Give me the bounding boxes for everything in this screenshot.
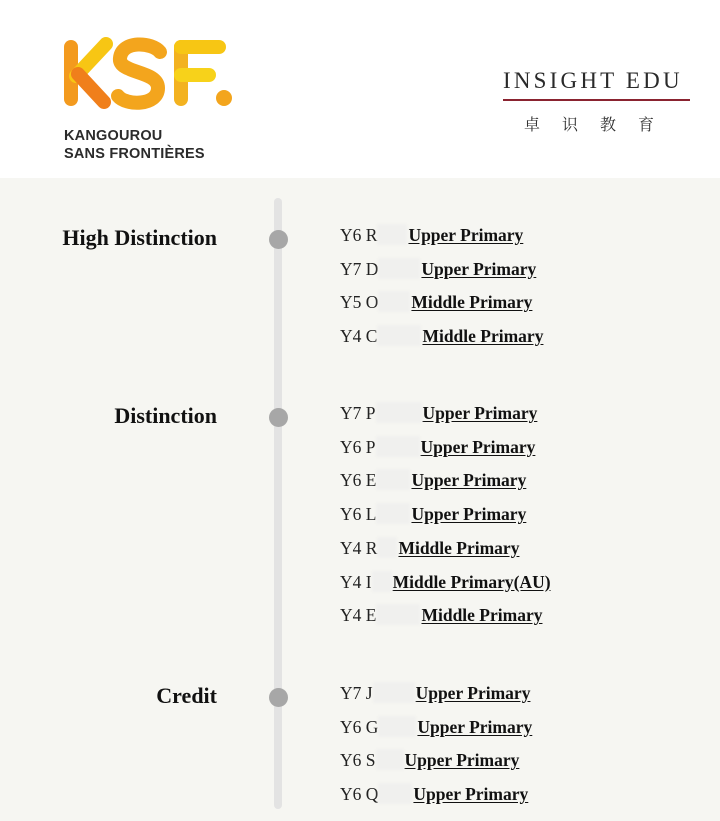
student-prefix: Y4 C xyxy=(340,326,378,347)
category-label: Credit xyxy=(156,683,217,708)
level-label: Middle Primary(AU) xyxy=(392,571,551,592)
student-prefix: Y6 P xyxy=(340,436,376,457)
redacted-name xyxy=(377,325,421,346)
student-entry xyxy=(340,537,519,559)
student-entry xyxy=(340,291,532,313)
student-prefix: Y6 S xyxy=(340,750,376,771)
level-label: Upper Primary xyxy=(408,225,524,245)
redacted-name xyxy=(376,402,422,423)
ksf-tagline-line2: SANS FRONTIÈRES xyxy=(64,146,205,162)
student-entry xyxy=(340,571,551,593)
student-entry xyxy=(340,604,542,626)
redacted-name xyxy=(378,783,412,804)
level-label: Upper Primary xyxy=(404,750,520,771)
student-prefix: Y6 R xyxy=(340,225,378,245)
student-prefix: Y7 P xyxy=(340,403,376,423)
level-label: Middle Primary xyxy=(421,605,543,626)
redacted-name xyxy=(378,716,416,737)
student-entry xyxy=(340,469,526,491)
redacted-name xyxy=(376,503,410,524)
student-entry xyxy=(340,325,543,347)
category-label: High Distinction xyxy=(62,225,217,250)
student-entry xyxy=(340,258,536,280)
redacted-name xyxy=(376,604,420,625)
student-entry xyxy=(340,436,535,458)
student-entry xyxy=(340,503,526,525)
level-label: Upper Primary xyxy=(411,504,527,525)
student-prefix: Y7 J xyxy=(340,683,373,703)
timeline-line xyxy=(274,198,282,809)
student-prefix: Y6 E xyxy=(340,470,377,491)
redacted-name xyxy=(376,749,404,770)
level-label: Upper Primary xyxy=(421,258,537,279)
student-entry xyxy=(340,682,530,704)
student-entry xyxy=(340,783,528,805)
redacted-name xyxy=(376,436,420,457)
level-label: Upper Primary xyxy=(411,470,527,491)
student-prefix: Y5 O xyxy=(340,292,379,313)
redacted-name xyxy=(378,258,420,279)
student-entry xyxy=(340,402,537,424)
level-label: Middle Primary xyxy=(422,326,544,347)
redacted-name xyxy=(373,682,415,703)
level-label: Upper Primary xyxy=(413,784,529,805)
redacted-name xyxy=(377,537,397,558)
student-entry xyxy=(340,749,519,771)
insight-edu-title: INSIGHT EDU xyxy=(503,68,683,93)
redacted-name xyxy=(372,571,392,592)
timeline-dot xyxy=(269,408,288,427)
student-entry xyxy=(340,224,523,246)
student-prefix: Y4 E xyxy=(340,605,377,626)
redacted-name xyxy=(378,291,410,312)
level-label: Upper Primary xyxy=(417,716,533,737)
student-entry xyxy=(340,716,532,738)
level-label: Upper Primary xyxy=(422,403,538,423)
level-label: Upper Primary xyxy=(415,683,531,703)
timeline-dot xyxy=(269,230,288,249)
level-label: Middle Primary xyxy=(411,292,533,313)
level-label: Middle Primary xyxy=(398,537,520,558)
ksf-tagline-line1: KANGOUROU xyxy=(64,128,163,144)
student-prefix: Y4 R xyxy=(340,537,378,558)
student-prefix: Y7 D xyxy=(340,258,379,279)
student-prefix: Y4 I xyxy=(340,571,372,592)
insight-chinese-name: 卓识教育 xyxy=(524,115,677,134)
insight-divider xyxy=(503,99,690,101)
ksf-logo xyxy=(62,36,237,111)
redacted-name xyxy=(377,224,407,245)
level-label: Upper Primary xyxy=(420,436,536,457)
redacted-name xyxy=(376,469,410,490)
header xyxy=(0,0,720,178)
student-prefix: Y6 Q xyxy=(340,784,379,805)
timeline-dot xyxy=(269,688,288,707)
category-label: Distinction xyxy=(114,403,217,428)
student-prefix: Y6 G xyxy=(340,716,379,737)
student-prefix: Y6 L xyxy=(340,504,377,525)
